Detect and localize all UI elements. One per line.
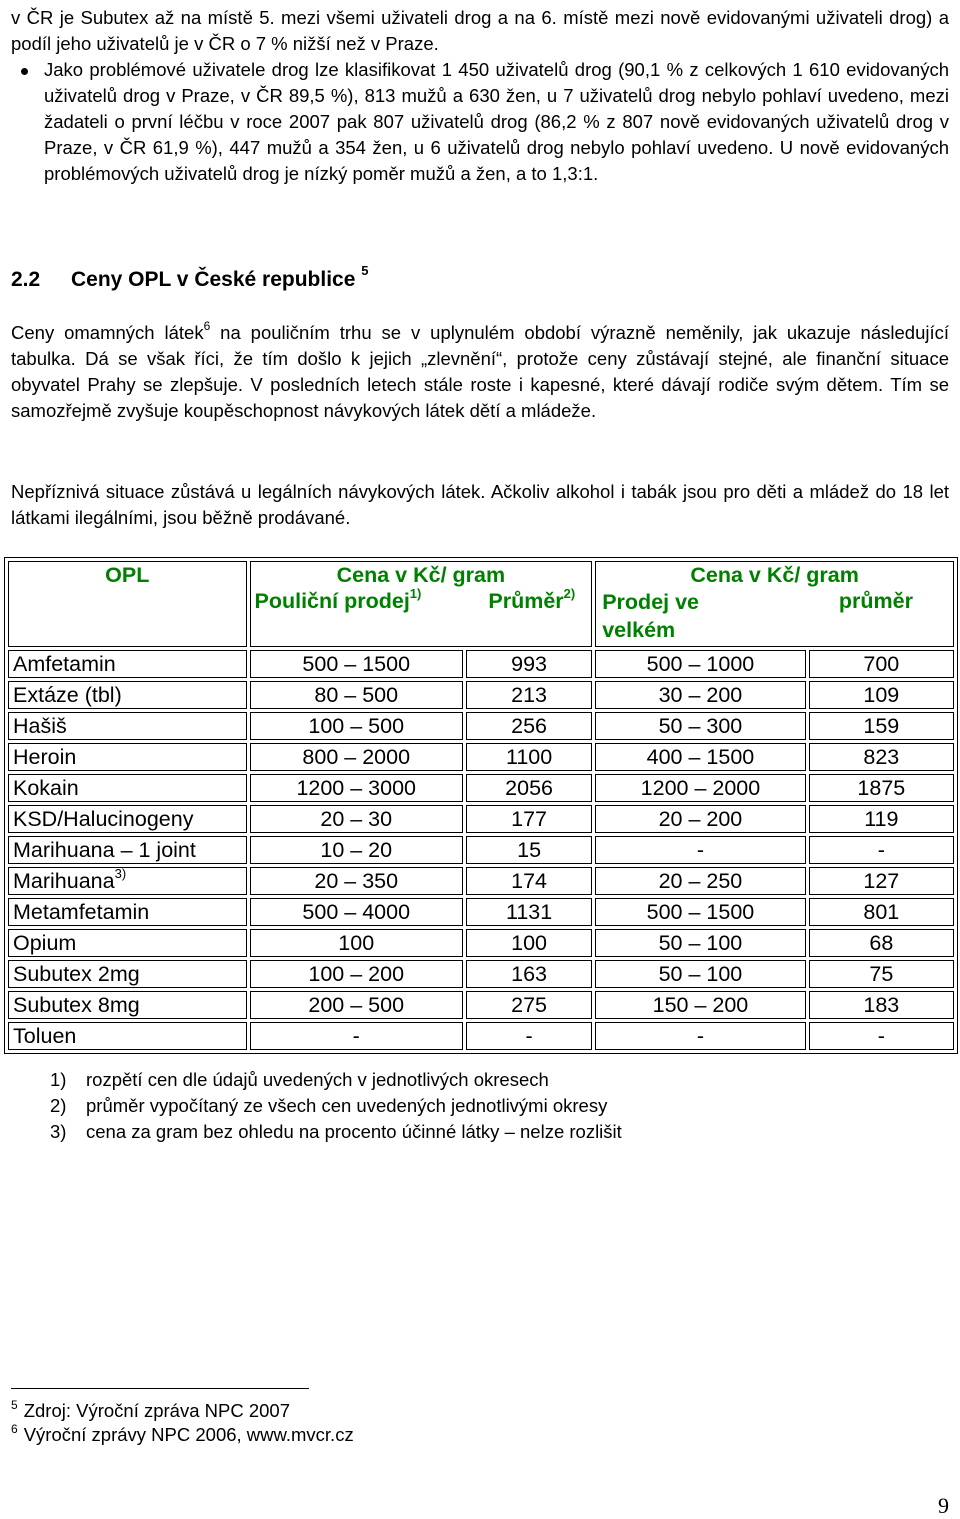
bulk-average-cell: 75 [809,960,954,988]
section-footnote-ref: 5 [361,263,369,278]
street-average-cell: 2056 [466,774,592,802]
street-range-cell: - [250,1022,463,1050]
street-range-cell: 10 – 20 [250,836,463,864]
drug-name-cell: Toluen [8,1022,247,1050]
header-group-street-title: Cena v Kč/ gram [336,563,506,587]
header-bulk-average: průměr [838,589,913,613]
drug-name-cell: Hašiš [8,712,247,740]
table-note: 1) rozpětí cen dle údajů uvedených v jednotlivých okresech [50,1069,549,1090]
drug-name-cell: Marihuana$^{3)}$ [8,867,247,895]
bulk-range-cell: 50 – 100 [595,929,805,957]
street-range-cell: 80 – 500 [250,681,463,709]
table-row [8,712,954,740]
street-average-cell: 1100 [466,743,592,771]
drug-name-cell: Metamfetamin [8,898,247,926]
bulk-range-cell: 500 – 1000 [595,650,805,678]
drug-name-cell: Subutex 8mg [8,991,247,1019]
bulk-average-cell: 109 [809,681,954,709]
bulk-range-cell: 20 – 200 [595,805,805,833]
bulk-average-cell: 700 [809,650,954,678]
bulk-average-cell: 159 [809,712,954,740]
bulk-range-cell: 50 – 300 [595,712,805,740]
drug-name-cell: KSD/Halucinogeny [8,805,247,833]
bulk-range-cell: - [595,1022,805,1050]
bulk-average-cell: 801 [809,898,954,926]
bulk-range-cell: 30 – 200 [595,681,805,709]
bulk-average-cell: 823 [809,743,954,771]
bulk-average-cell: - [809,836,954,864]
table-note: 3) cena za gram bez ohledu na procento účinné látky – nelze rozlišit [50,1121,622,1142]
header-street-subheads [251,588,592,614]
street-range-cell: 20 – 30 [250,805,463,833]
table-row [8,898,954,926]
page-number: 9 [938,1493,949,1518]
bulk-average-cell: 119 [809,805,954,833]
street-average-cell: - [466,1022,592,1050]
drug-name-cell: Opium [8,929,247,957]
prices-paragraph [11,320,949,424]
table-row [8,743,954,771]
street-range-cell: 200 – 500 [250,991,463,1019]
drug-name-cell: Extáze (tbl) [8,681,247,709]
table-row [8,805,954,833]
street-range-cell: 500 – 1500 [250,650,463,678]
street-range-cell: 500 – 4000 [250,898,463,926]
section-number: 2.2 [11,268,41,291]
table-note: 2) průměr vypočítaný ze všech cen uvedených jednotlivými okresy [50,1095,608,1116]
table-row [8,991,954,1019]
table-row [8,836,954,864]
footnotes [11,1399,354,1447]
table-row [8,774,954,802]
footnote: $^6$ Výroční zprávy NPC 2006, www.mvcr.cz [11,1422,354,1445]
street-average-cell: 256 [466,712,592,740]
bulk-average-cell: 1875 [809,774,954,802]
header-group-bulk [595,561,954,647]
footnote-separator [11,1388,309,1389]
prices-footnote-ref: 6 [203,319,211,333]
street-range-cell: 100 [250,929,463,957]
street-range-cell: 20 – 350 [250,867,463,895]
table-row [8,1022,954,1050]
street-range-cell: 1200 – 3000 [250,774,463,802]
street-average-cell: 163 [466,960,592,988]
bullet-icon [21,68,28,75]
bulk-average-cell: - [809,1022,954,1050]
bulk-range-cell: 400 – 1500 [595,743,805,771]
street-range-cell: 100 – 500 [250,712,463,740]
street-range-cell: 800 – 2000 [250,743,463,771]
intro-paragraph: v ČR je Subutex až na místě 5. mezi všemi uživateli drog a na 6. místě mezi nově evidovanými uživateli drog) a podíl jeho uživatelů je v ČR o 7 % nižší než v Praze. [11,7,949,54]
street-average-cell: 1131 [466,898,592,926]
header-bulk-sale: Prodej ve velkém [602,590,700,642]
table-row [8,929,954,957]
header-street-sale: Pouliční prodej$^{1)}$ [254,586,422,613]
drug-name-cell: Amfetamin [8,650,247,678]
problem-users-paragraph: Jako problémové uživatele drog lze klasifikovat 1 450 uživatelů drog (90,1 % z celkových 1 610 evidovaných uživatelů drog v Praze, v ČR 89,5 %), 813 mužů a 630 žen, u 7 uživatelů drog nebylo pohlaví uvedeno, mezi žadateli o první léčbu v roce 2007 pak 807 uživatelů drog (86,2 % z 807 nově evidovaných uživatelů drog v Praze, v ČR 61,9 %), 447 mužů a 354 žen, u 6 uživatelů drog nebylo pohlaví uvedeno. U nově evidovaných problémových uživatelů drog je nízký poměr mužů a žen, a to 1,3:1. [44,59,949,184]
bulk-range-cell: 50 – 100 [595,960,805,988]
bulk-range-cell: 500 – 1500 [595,898,805,926]
drug-price-table-body [8,561,954,1050]
street-average-cell: 15 [466,836,592,864]
street-average-cell: 275 [466,991,592,1019]
header-bulk-subheads [596,588,953,644]
footnote: $^5$ Zdroj: Výroční zpráva NPC 2007 [11,1398,290,1421]
street-range-cell: 100 – 200 [250,960,463,988]
street-average-cell: 213 [466,681,592,709]
bulk-average-cell: 183 [809,991,954,1019]
prices-paragraph-rest: na pouličním trhu se v uplynulém období výrazně neměnily, jak ukazuje následující tabulka. Dá se však říci, že tím došlo k jejich „zlevnění“, protože ceny zůstávají stejné, ale finanční situace obyvatel Prahy se zlepšuje. V posledních letech stále roste i kapesné, které dávají rodiče svým dětem. Tím se samozřejmě zvyšuje koupěschopnost návykových látek dětí a mládeže. [11,322,949,421]
header-group-street [250,561,593,647]
bulk-average-cell: 68 [809,929,954,957]
street-average-cell: 177 [466,805,592,833]
header-group-bulk-title: Cena v Kč/ gram [690,563,859,587]
table-header-row [8,561,954,647]
drug-price-table [4,557,958,1054]
legal-substances-paragraph: Nepříznivá situace zůstává u legálních návykových látek. Ačkoliv alkohol i tabák jsou pro děti a mládež do 18 let látkami ilegálními, jsou běžně prodávané. [11,481,949,528]
bulk-range-cell: - [595,836,805,864]
street-average-cell: 993 [466,650,592,678]
drug-name-cell: Marihuana – 1 joint [8,836,247,864]
table-row [8,650,954,678]
header-street-average: Průměr$^{2)}$ [488,586,576,613]
street-average-cell: 100 [466,929,592,957]
section-heading [11,263,369,294]
street-average-cell: 174 [466,867,592,895]
drug-name-cell: Subutex 2mg [8,960,247,988]
section-title: Ceny OPL v České republice [71,268,356,291]
bulk-range-cell: 20 – 250 [595,867,805,895]
bulk-range-cell: 1200 – 2000 [595,774,805,802]
bulk-range-cell: 150 – 200 [595,991,805,1019]
prices-paragraph-start: Ceny omamných látek [11,322,204,343]
drug-name-cell: Heroin [8,743,247,771]
bulk-average-cell: 127 [809,867,954,895]
drug-name-cell: Kokain [8,774,247,802]
table-row [8,960,954,988]
table-notes [50,1067,622,1145]
table-row [8,681,954,709]
drug-note-ref: 3) [114,867,127,881]
header-opl: OPL [8,561,247,647]
table-row [8,867,954,895]
